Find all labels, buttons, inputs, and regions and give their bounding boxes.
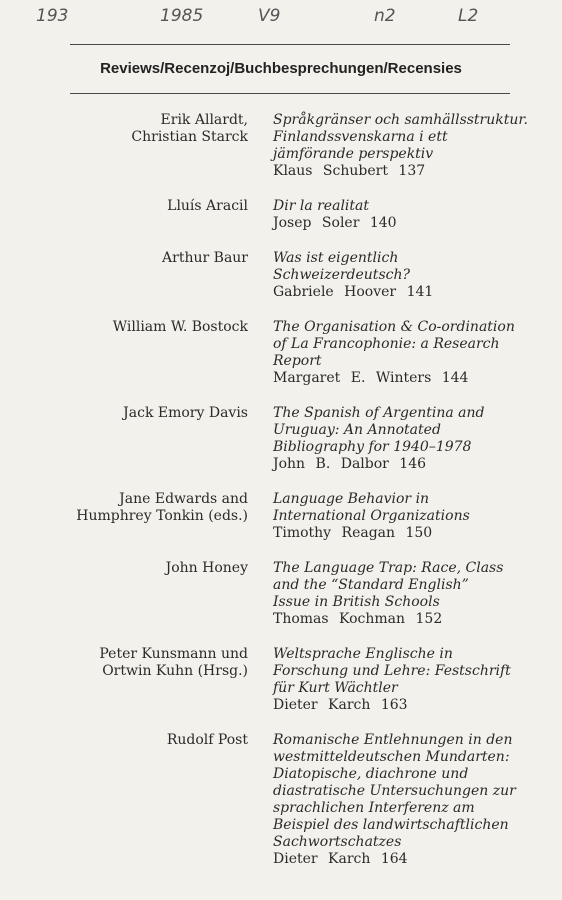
author-line: Christian Starck — [131, 129, 248, 145]
review-entry — [0, 198, 562, 232]
review-entry — [0, 319, 562, 387]
book-title-line: Weltsprache Englische in — [273, 646, 453, 662]
reviewed-author — [8, 319, 248, 336]
author-line: Erik Allardt, — [160, 112, 248, 128]
reviewed-author — [8, 732, 248, 749]
review-entry — [0, 560, 562, 628]
reviewer-and-page: Dieter Karch 163 — [273, 697, 408, 713]
handwritten-note-3: V9 — [258, 6, 281, 26]
book-title-line: Romanische Entlehnungen in den — [273, 732, 513, 748]
book-title-line: Issue in British Schools — [273, 594, 440, 610]
book-and-reviewer — [273, 646, 533, 714]
author-line: John Honey — [165, 560, 248, 576]
book-and-reviewer — [273, 560, 533, 628]
book-title-line: Schweizerdeutsch? — [273, 267, 410, 283]
reviewed-author — [8, 250, 248, 267]
reviewer-and-page: Josep Soler 140 — [273, 215, 397, 231]
reviewed-author — [8, 560, 248, 577]
book-title-line: westmitteldeutschen Mundarten: — [273, 749, 510, 765]
handwritten-note-2: 1985 — [160, 6, 204, 26]
book-and-reviewer — [273, 112, 533, 180]
reviewed-author — [8, 491, 248, 525]
book-title-line: Language Behavior in — [273, 491, 430, 507]
reviewer-and-page: Klaus Schubert 137 — [273, 163, 426, 179]
book-title-line: of La Francophonie: a Research — [273, 336, 500, 352]
review-entries — [0, 112, 562, 886]
book-title-line: Språkgränser och samhällsstruktur. — [273, 112, 529, 128]
book-title-line: Forschung und Lehre: Festschrift — [273, 663, 511, 679]
reviewed-author — [8, 198, 248, 215]
book-title-line: Report — [273, 353, 322, 369]
book-title-line: Beispiel des landwirtschaftlichen — [273, 817, 509, 833]
review-entry — [0, 646, 562, 714]
book-title-line: The Language Trap: Race, Class — [273, 560, 504, 576]
reviewed-author — [8, 112, 248, 146]
author-line: Humphrey Tonkin (eds.) — [76, 508, 248, 524]
book-title-line: Dir la realitat — [273, 198, 369, 214]
reviewer-and-page: Margaret E. Winters 144 — [273, 370, 469, 386]
review-entry — [0, 491, 562, 542]
book-and-reviewer — [273, 405, 533, 473]
book-title-line: für Kurt Wächtler — [273, 680, 398, 696]
author-line: Ortwin Kuhn (Hrsg.) — [102, 663, 248, 679]
bottom-rule — [70, 93, 510, 94]
book-and-reviewer — [273, 319, 533, 387]
reviewed-author — [8, 646, 248, 680]
top-rule — [70, 44, 510, 45]
book-title-line: Bibliography for 1940–1978 — [273, 439, 472, 455]
book-title-line: Uruguay: An Annotated — [273, 422, 441, 438]
book-title-line: Diatopische, diachrone und — [273, 766, 469, 782]
author-line: Arthur Baur — [162, 250, 248, 266]
review-entry — [0, 112, 562, 180]
reviewed-author — [8, 405, 248, 422]
reviewer-and-page: Thomas Kochman 152 — [273, 611, 443, 627]
reviewer-and-page: Gabriele Hoover 141 — [273, 284, 434, 300]
book-title-line: The Organisation & Co-ordination — [273, 319, 515, 335]
section-heading: Reviews/Recenzoj/Buchbesprechungen/Recensies — [100, 60, 462, 77]
reviewer-and-page: John B. Dalbor 146 — [273, 456, 427, 472]
author-line: William W. Bostock — [112, 319, 248, 335]
handwritten-note-1: 193 — [36, 6, 69, 26]
review-entry — [0, 405, 562, 473]
author-line: Jack Emory Davis — [123, 405, 248, 421]
book-title-line: Sachwortschatzes — [273, 834, 402, 850]
author-line: Lluís Aracil — [167, 198, 248, 214]
book-title-line: diastratische Untersuchungen zur — [273, 783, 516, 799]
book-title-line: sprachlichen Interferenz am — [273, 800, 475, 816]
review-entry — [0, 732, 562, 868]
handwritten-note-5: L2 — [458, 6, 479, 26]
book-title-line: Finlandssvenskarna i ett — [273, 129, 448, 145]
handwritten-note-4: n2 — [374, 6, 396, 26]
book-and-reviewer — [273, 732, 533, 868]
book-title-line: and the “Standard English” — [273, 577, 469, 593]
book-and-reviewer — [273, 250, 533, 301]
author-line: Peter Kunsmann und — [99, 646, 248, 662]
book-and-reviewer — [273, 491, 533, 542]
book-title-line: The Spanish of Argentina and — [273, 405, 485, 421]
book-and-reviewer — [273, 198, 533, 232]
book-title-line: Was ist eigentlich — [273, 250, 399, 266]
reviewer-and-page: Dieter Karch 164 — [273, 851, 408, 867]
reviewer-and-page: Timothy Reagan 150 — [273, 525, 433, 541]
author-line: Jane Edwards and — [119, 491, 248, 507]
review-entry — [0, 250, 562, 301]
book-title-line: International Organizations — [273, 508, 470, 524]
book-title-line: jämförande perspektiv — [273, 146, 434, 162]
author-line: Rudolf Post — [166, 732, 248, 748]
